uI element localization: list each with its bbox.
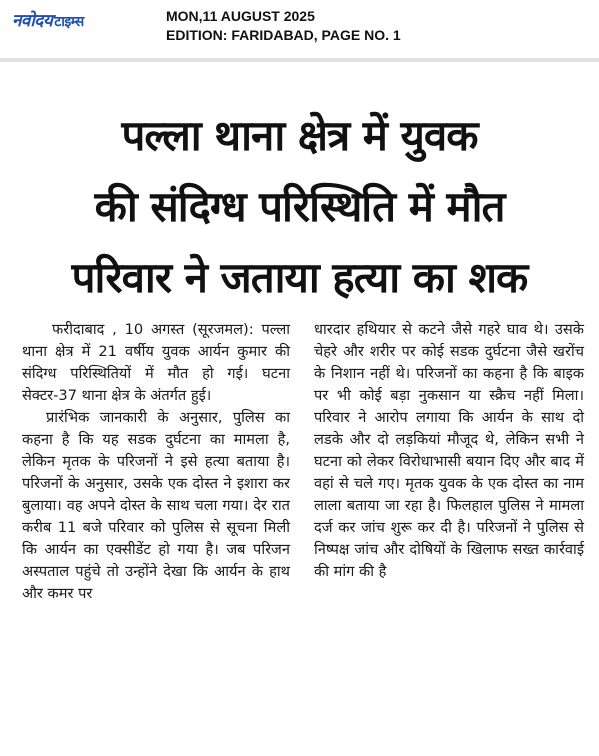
newspaper-header: [0, 0, 599, 58]
logo-text-secondary: टाइम्स: [54, 14, 84, 30]
article-paragraph: प्रारंभिक जानकारी के अनुसार, पुलिस का कहना है कि यह सडक दुर्घटना का मामला है, लेकिन मृतक के परिजनों ने इसे हत्या बताया है। परिजनों के अनुसार, उसके एक दोस्त ने इशारा कर बुलाया। वह अपने दोस्त के साथ चला गया। देर रात करीब 11 बजे परिवार को पुलिस से सूचना मिली कि आर्यन का एक्सीडेंट हो गया है। जब परिजन अस्पताल पहुंचे तो उन्होंने देखा कि आर्यन के हाथ और कमर पर: [22, 409, 290, 602]
header-divider: [0, 58, 599, 62]
edition-info: [166, 7, 401, 45]
article-column-right: [314, 319, 584, 583]
edition-page: EDITION: FARIDABAD, PAGE NO. 1: [166, 27, 401, 43]
publication-date: MON,11 AUGUST 2025: [166, 8, 315, 24]
headline-line-3: परिवार ने जताया हत्या का शक: [71, 253, 528, 302]
logo-text-primary: नवोदय: [12, 11, 53, 31]
article-headline: [0, 100, 599, 313]
article-paragraph: धारदार हथियार से कटने जैसे गहरे घाव थे। उसके चेहरे और शरीर पर कोई सडक दुर्घटना जैसे खरोंच के निशान नहीं थे। परिजनों का कहना है कि बाइक पर भी कोई बड़ा नुकसान या स्क्रैच नहीं मिला। परिवार ने आरोप लगाया कि आर्यन के साथ दो लडके और दो लड़कियां मौजूद थे, लेकिन सभी ने घटना को लेकर विरोधाभासी बयान दिए और बाद में वहां से चले गए। मृतक युवक के एक दोस्त का नाम लाला बताया जा रहा है। फिलहाल पुलिस ने मामला दर्ज कर जांच शुरू कर दी है। परिजनों ने पुलिस से निष्पक्ष जांच और दोषियों के खिलाफ सख्त कार्रवाई की मांग की है: [314, 321, 584, 580]
article-column-left: [22, 319, 290, 605]
headline-line-1: पल्ला थाना क्षेत्र में युवक: [121, 111, 478, 160]
article-paragraph: फरीदाबाद , 10 अगस्त (सूरजमल): पल्ला थाना क्षेत्र में 21 वर्षीय युवक आर्यन कुमार की संदिग्ध परिस्थितियों में मौत हो गई। घटना सेक्टर-37 थाना क्षेत्र के अंतर्गत हुई।: [22, 321, 290, 404]
headline-line-2: की संदिग्ध परिस्थिति में मौत: [94, 182, 505, 231]
newspaper-logo: [12, 8, 84, 31]
